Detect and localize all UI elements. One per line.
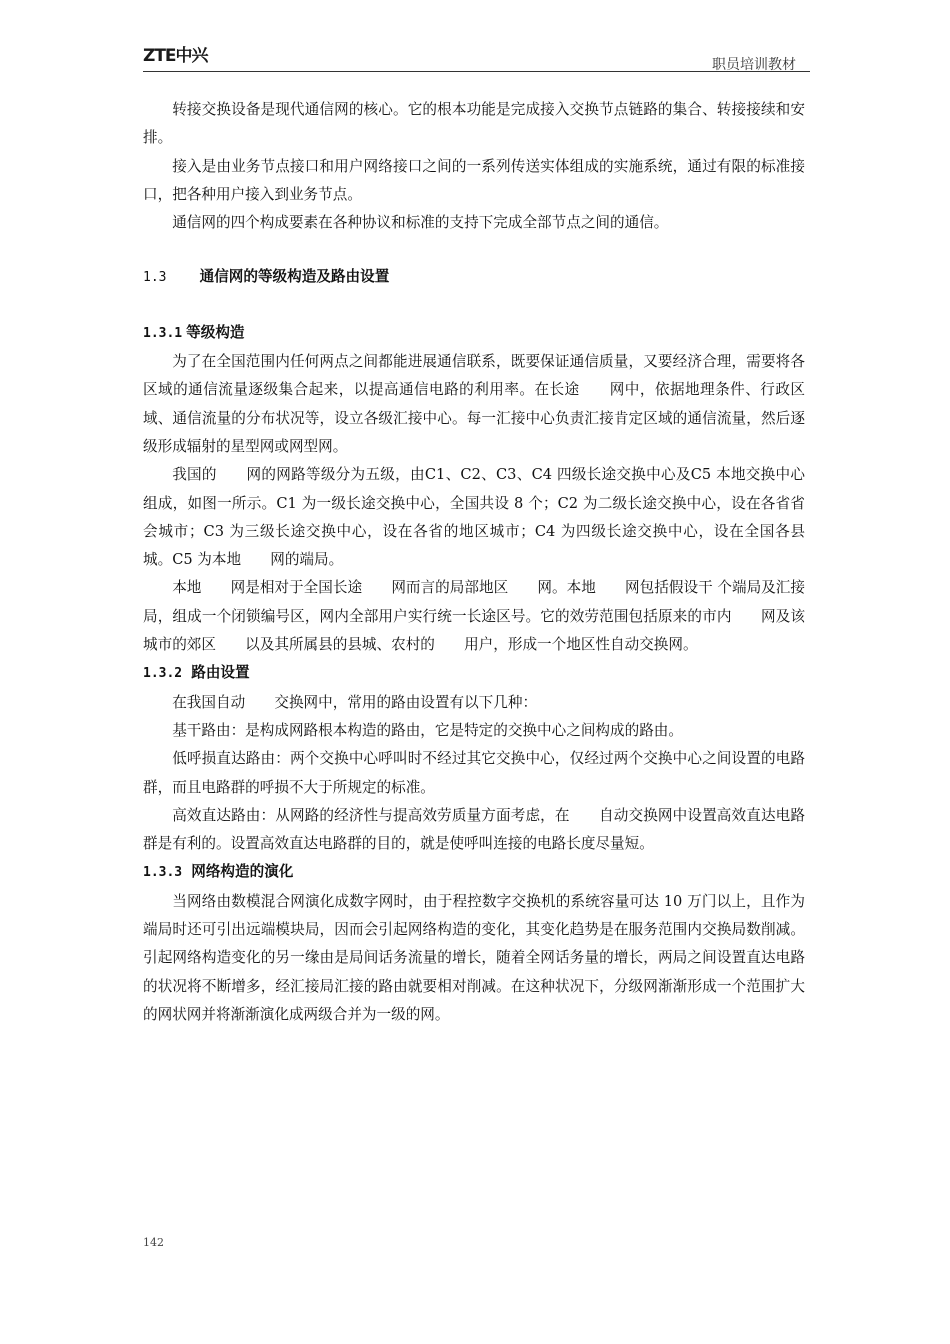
section-number: 1.3 [143,270,167,286]
section-1-3-3-heading [143,858,805,887]
paragraph: 低呼损直达路由：两个交换中心呼叫时不经过其它交换中心，仅经过两个交换中心之间设置的电路群，而且电路群的呼损不大于所规定的标准。 [143,750,805,796]
paragraph: 在我国自动 交换网中，常用的路由设置有以下几种： [172,693,538,711]
section-1-3-2-heading [143,659,805,688]
page-header [143,40,810,72]
section-title: 通信网的等级构造及路由设置 [199,268,390,286]
paragraph: 基干路由：是构成网路根本构造的路由，它是特定的交换中心之间构成的路由。 [172,721,683,739]
section-number: 1.3.2 [143,666,183,682]
zte-logo: ZTE中兴 [143,46,208,66]
section-1-3-1-heading [143,319,805,348]
section-title: 路由设置 [191,664,250,682]
section-title: 等级构造 [186,323,245,341]
paragraph: 高效直达路由：从网路的经济性与提高效劳质量方面考虑，在 自动交换网中设置高效直达电路群是有利的。设置高效直达电路群的目的，就是使呼叫连接的电路长度尽量短。 [143,806,805,853]
paragraph: 我国的 网的网路等级分为五级，由C1、C2、C3、C4 四级长途交换中心及C5 本地交换中心组成，如图一所示。C1 为一级长途交换中心，全国共设 8 个；C2 为二级长途交换中心，设在各省省会城市；C3 为三级长途交换中心，设在各省的地区城市；C4 为四级长途交换中心，设在全国各县城。C5 为本地 网的端局。 [143,466,805,569]
header-title: 职员培训教材 [712,57,796,73]
intro-paragraph-2: 接入是由业务节点接口和用户网络接口之间的一系列传送实体组成的实施系统，通过有限的标准接口，把各种用户接入到业务节点。 [143,157,805,203]
section-number: 1.3.1 [143,325,183,341]
header-rule [143,71,810,72]
intro-paragraph-3: 通信网的四个构成要素在各种协议和标准的支持下完成全部节点之间的通信。 [172,214,669,232]
intro-paragraph-1: 转接交换设备是现代通信网的核心。它的根本功能是完成接入交换节点链路的集合、转接接续和安排。 [143,101,805,147]
page-number: 142 [143,1236,164,1249]
section-number: 1.3.3 [143,865,183,881]
paragraph: 当网络由数模混合网演化成数字网时，由于程控数字交换机的系统容量可达 10 万门以上，且作为端局时还可引出远端模块局，因而会引起网络构造的变化，其变化趋势是在服务范围内交换局数削减。引起网络构造变化的另一缘由是局间话务流量的增长，随着全网话务量的增长，两局之间设置直达电路的状况将不断增多，经汇接局汇接的路由就要相对削减。在这种状况下，分级网渐渐形成一个范围扩大的网状网并将渐渐演化成两级合并为一级的网。 [143,892,805,1023]
section-title: 网络构造的演化 [191,863,294,881]
paragraph: 本地 网是相对于全国长途 网而言的局部地区 网。本地 网包括假设干 个端局及汇接局，组成一个闭锁编号区，网内全部用户实行统一长途区号。它的效劳范围包括原来的市内 网及该城市的郊区 以及其所属县的县城、农村的 用户，形成一个地区性自动交换网。 [143,579,805,654]
section-1-3-heading [143,263,805,292]
document-body [143,96,805,1029]
paragraph: 为了在全国范围内任何两点之间都能进展通信联系，既要保证通信质量，又要经济合理，需要将各区域的通信流量逐级集合起来，以提高通信电路的利用率。在长途 网中，依据地理条件、行政区域、通信流量的分布状况等，设立各级汇接中心。每一汇接中心负责汇接肯定区域的通信流量，然后逐级形成辐射的星型网或网型网。 [143,353,805,455]
